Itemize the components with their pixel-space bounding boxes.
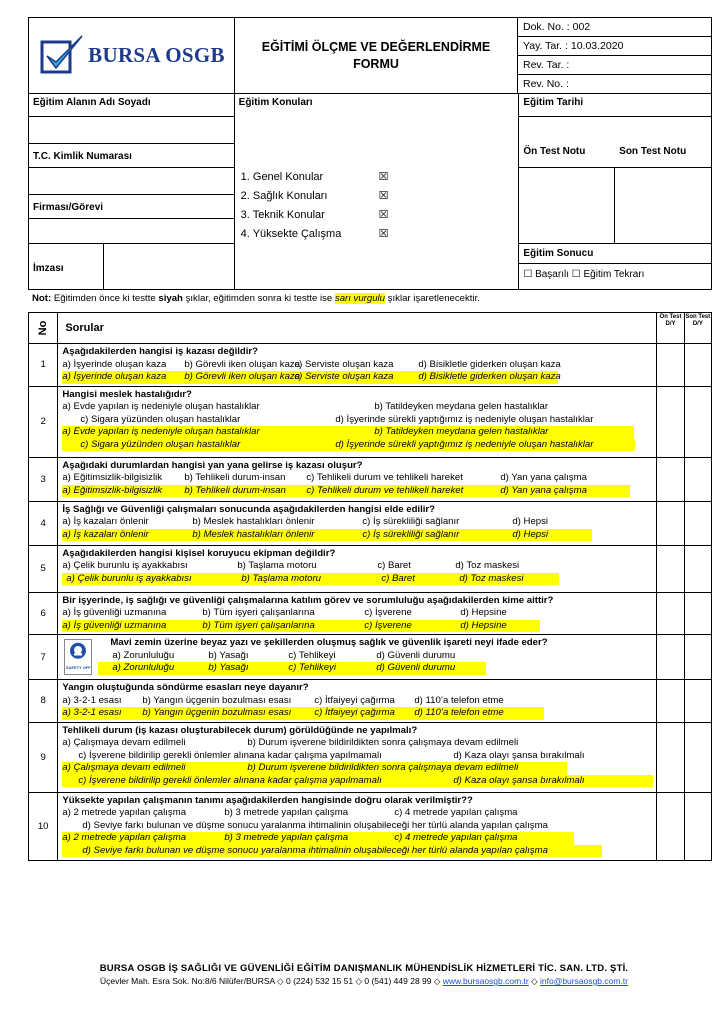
marked-option[interactable]: d) Güvenli durumu — [376, 662, 456, 673]
pre-test-cell — [519, 146, 615, 244]
question-number: 4 — [29, 501, 58, 545]
pre-test-answer-cell[interactable] — [657, 501, 684, 545]
question-body — [58, 680, 657, 723]
marked-option[interactable]: b) Tatildeyken meydana gelen hastalıklar — [374, 426, 549, 437]
option-line — [62, 695, 653, 708]
answer-option[interactable]: a) Evde yapılan iş nedeniyle oluşan hastalıklar — [62, 401, 260, 412]
questions-table — [28, 312, 712, 861]
question-text: Yangın oluştuğunda söndürme esasları neye dayanır? — [62, 682, 309, 693]
marked-option[interactable]: d) Toz maskesi — [459, 572, 524, 584]
marked-option[interactable]: b) 3 metrede yapılan çalışma — [224, 832, 349, 843]
info-table — [28, 93, 712, 290]
topic-item: 2. Sağlık Konuları ☒ — [241, 187, 519, 206]
publish-date: Yay. Tar. : 10.03.2020 — [518, 37, 712, 56]
marked-option[interactable]: d) Hepsine — [460, 619, 507, 631]
question-body — [58, 457, 657, 501]
answer-option[interactable]: a) İş güvenliği uzmanına — [62, 607, 167, 618]
pre-test-answer-cell[interactable] — [657, 635, 684, 680]
question-row — [29, 792, 712, 860]
checkmark-logo-icon — [38, 34, 86, 78]
marked-option[interactable]: b) Yangın üçgenin bozulması esası — [142, 707, 292, 718]
answer-option[interactable]: b) Görevli iken oluşan kaza — [184, 358, 301, 370]
question-body — [58, 792, 657, 860]
marked-option[interactable]: d) Yan yana çalışma — [500, 484, 587, 496]
answer-option[interactable]: c) Tehlikeli durum ve tehlikeli hareket — [306, 472, 463, 483]
company-field[interactable] — [29, 219, 235, 244]
question-text: Aşağıdakilerden hangisi kişisel koruyucu ekipman değildir? — [62, 547, 336, 559]
marked-answer-line — [62, 573, 559, 586]
answer-option[interactable]: d) Seviye farkı bulunan ve düşme sonucu yaralanma ihtimalinin oluşabileceği her türlü alanda yapılan çalışma — [82, 819, 548, 831]
topics-list — [235, 108, 519, 244]
marked-answer-line — [62, 775, 653, 788]
answer-option[interactable]: d) Bisikletle giderken oluşan kaza — [418, 358, 561, 370]
form-title-line2: FORMU — [353, 56, 399, 71]
pre-test-answer-cell[interactable] — [657, 344, 684, 387]
question-text: Hangisi meslek hastalığıdır? — [62, 388, 192, 400]
signature-field[interactable] — [103, 244, 234, 290]
topics-label: Eğitim Konuları — [238, 97, 313, 108]
answer-option[interactable]: b) Yasağı — [208, 649, 249, 661]
marked-option[interactable]: a) 2 metrede yapılan çalışma — [62, 832, 187, 843]
marked-option[interactable]: a) Çalışmaya devam edilmeli — [62, 762, 186, 773]
question-body — [58, 344, 657, 387]
question-number: 2 — [29, 386, 58, 457]
marked-option[interactable]: c) Sigara yüzünden oluşan hastalıklar — [80, 438, 241, 450]
doc-no: Dok. No. : 002 — [518, 18, 712, 37]
company-logo — [29, 34, 234, 78]
option-line — [62, 401, 653, 414]
pre-test-answer-cell[interactable] — [657, 545, 684, 592]
answer-option[interactable]: b) 3 metrede yapılan çalışma — [224, 807, 349, 818]
answer-option[interactable]: a) Eğitimsizlik-bilgisizlik — [62, 472, 163, 483]
form-title-line1: EĞİTİMİ ÖLÇME VE DEĞERLENDİRME — [261, 39, 491, 54]
question-row — [29, 545, 712, 592]
question-number: 5 — [29, 545, 58, 592]
post-test-cell — [615, 146, 712, 244]
marked-option[interactable]: b) Tehlikeli durum-insan — [184, 484, 286, 496]
answer-option[interactable]: a) İş kazaları önlenir — [62, 516, 149, 527]
answer-option[interactable]: a) Çalışmaya devam edilmeli — [62, 737, 186, 748]
post-test-header: Son Test D/Y — [684, 313, 711, 344]
topic-item: 3. Teknik Konular ☒ — [241, 206, 519, 225]
email-link[interactable]: info@bursaosgb.com.tr — [540, 976, 629, 986]
option-line — [62, 807, 653, 820]
marked-answer-line — [62, 845, 602, 858]
marked-option[interactable]: c) Tehlikeyi — [288, 662, 336, 673]
marked-option[interactable]: a) 3-2-1 esası — [62, 707, 122, 718]
marked-answer-line — [62, 439, 635, 452]
answer-option[interactable]: c) Sigara yüzünden oluşan hastalıklar — [80, 413, 241, 425]
post-test-answer-cell[interactable] — [684, 792, 711, 860]
checked-box-icon[interactable]: ☒ — [378, 228, 389, 240]
question-text: Mavi zemin üzerine beyaz yazı ve şekillerden oluşmuş sağlık ve güvenlik işareti neyi ifade eder? — [110, 637, 548, 648]
question-number: 9 — [29, 722, 58, 792]
question-text: Aşağıdakilerden hangisi iş kazası değildir? — [62, 346, 259, 357]
contact-line: Üçevler Mah. Esra Sok. No:8/6 Nilüfer/BURSA ◇ 0 (224) 532 15 51 ◇ 0 (541) 449 28 99 ◇ www.bursaosgb.com.tr ◇ info@bursaosgb.com.tr — [99, 976, 629, 986]
option-line — [62, 472, 653, 485]
topic-item: 1. Genel Konular ☒ — [241, 168, 519, 187]
marked-option[interactable]: a) İş güvenliği uzmanına — [62, 619, 167, 631]
post-test-answer-cell[interactable] — [684, 680, 711, 723]
website-link[interactable]: www.bursaosgb.com.tr — [442, 976, 529, 986]
pre-test-answer-cell[interactable] — [657, 457, 684, 501]
sign-label: SAFETY OFF — [65, 664, 91, 670]
marked-option[interactable]: d) İşyerinde sürekli yaptığımız iş nedeniyle oluşan hastalıklar — [335, 438, 594, 450]
marked-option[interactable]: d) Seviye farkı bulunan ve düşme sonucu yaralanma ihtimalinin oluşabileceği her türlü alanda yapılan çalışma — [82, 844, 548, 856]
question-row — [29, 501, 712, 545]
result-label: Eğitim Sonucu — [519, 244, 711, 264]
marked-option[interactable]: c) Tehlikeli durum ve tehlikeli hareket — [306, 484, 464, 496]
date-field[interactable] — [519, 117, 712, 168]
footer — [0, 963, 728, 987]
answer-option[interactable]: c) Tehlikeyi — [288, 649, 336, 661]
post-test-answer-cell[interactable] — [684, 635, 711, 680]
marked-option[interactable]: d) Bisikletle giderken oluşan kaza — [418, 371, 561, 382]
question-number: 3 — [29, 457, 58, 501]
answer-option[interactable]: d) Kaza olayı şansa bırakılmalı — [453, 749, 585, 761]
answer-option[interactable]: d) Toz maskesi — [455, 560, 520, 571]
question-row — [29, 386, 712, 457]
answer-option[interactable]: b) Tüm işyeri çalışanlarına — [202, 607, 315, 618]
question-row — [29, 344, 712, 387]
answer-option[interactable]: b) Durum işverene bildirildikten sonra çalışmaya devam edilmeli — [247, 737, 519, 748]
option-line — [98, 650, 653, 663]
answer-option[interactable]: c) 4 metrede yapılan çalışma — [394, 807, 518, 818]
result-options[interactable]: ☐ Başarılı ☐ Eğitim Tekrarı — [523, 269, 645, 280]
marked-answer-line — [62, 485, 630, 498]
answer-option[interactable]: c) İş sürekliliği sağlanır — [362, 516, 460, 527]
marked-option[interactable]: b) Yasağı — [208, 662, 249, 673]
safety-sign-image — [64, 639, 92, 675]
marked-option[interactable]: d) Kaza olayı şansa bırakılmalı — [453, 774, 585, 786]
post-test-answer-cell[interactable] — [684, 386, 711, 457]
marked-option[interactable]: a) Eğitimsizlik-bilgisizlik — [62, 484, 163, 496]
answer-option[interactable]: d) İşyerinde sürekli yaptığımız iş nedeniyle oluşan hastalıklar — [335, 413, 594, 425]
pre-test-answer-cell[interactable] — [657, 680, 684, 723]
option-line — [62, 607, 653, 620]
post-test-label: Son Test Notu — [619, 146, 687, 157]
question-text: Yüksekte yapılan çalışmanın tanımı aşağıdakilerden hangisinde doğru olarak verilmiştir?? — [62, 794, 473, 806]
tc-field[interactable] — [29, 168, 235, 195]
question-body — [58, 501, 657, 545]
marked-answer-line — [98, 662, 486, 675]
answer-option[interactable]: d) Hepsi — [512, 516, 549, 527]
marked-option[interactable]: b) Görevli iken oluşan kaza — [184, 371, 301, 382]
question-text: İş Sağlığı ve Güvenliği çalışmaları sonucunda aşağıdakilerden hangisi elde edilir? — [62, 503, 436, 515]
answer-option[interactable]: a) Zorunluluğu — [112, 649, 175, 661]
question-row — [29, 592, 712, 635]
marked-option[interactable]: b) Durum işverene bildirildikten sonra çalışmaya devam edilmeli — [247, 762, 519, 773]
signature-label: İmzası — [29, 244, 104, 290]
question-number: 6 — [29, 592, 58, 635]
option-line — [62, 737, 653, 750]
question-number: 7 — [29, 635, 58, 680]
answer-option[interactable]: b) Tehlikeli durum-insan — [184, 472, 286, 483]
question-body — [58, 545, 657, 592]
option-line — [62, 750, 653, 763]
option-line — [62, 414, 653, 427]
question-row — [29, 457, 712, 501]
answer-option[interactable]: c) İşverene bildirilip gerekli önlemler alınana kadar çalışma yapılmamalı — [78, 749, 382, 761]
answer-option[interactable]: c) İşverene — [364, 607, 412, 618]
pre-test-answer-cell[interactable] — [657, 792, 684, 860]
answer-option[interactable]: b) Taşlama motoru — [237, 560, 317, 571]
marked-answer-line — [62, 832, 574, 845]
topic-item: 4. Yüksekte Çalışma ☒ — [241, 225, 519, 244]
marked-answer-line — [62, 762, 567, 775]
checked-box-icon[interactable]: ☒ — [378, 190, 389, 202]
question-row — [29, 635, 712, 680]
marked-option[interactable]: c) İtfaiyeyi çağırma — [314, 707, 395, 718]
answer-option[interactable]: b) Tatildeyken meydana gelen hastalıklar — [374, 401, 549, 412]
marked-option[interactable]: d) Hepsi — [512, 528, 549, 540]
question-body — [58, 635, 657, 680]
answer-option[interactable]: a) 2 metrede yapılan çalışma — [62, 807, 187, 818]
post-test-answer-cell[interactable] — [684, 592, 711, 635]
no-header: No — [29, 313, 58, 344]
company-name: BURSA OSGB İŞ SAĞLIĞI VE GÜVENLİĞİ EĞİTİM DANIŞMANLIK MÜHENDİSLİK HİZMETLERİ TİC. SAN. LTD. ŞTİ. — [99, 963, 629, 974]
mandatory-sign-icon — [67, 642, 89, 660]
answer-option[interactable]: a) İşyerinde oluşan kaza — [62, 358, 167, 370]
marked-option[interactable]: c) Serviste oluşan kaza — [294, 371, 394, 382]
post-test-answer-cell[interactable] — [684, 722, 711, 792]
answer-option[interactable]: c) Serviste oluşan kaza — [294, 358, 394, 370]
question-text: Bir işyerinde, iş sağlığı ve güvenliği çalışmalarına katılım görev ve sorumluluğu aşağıdakilerden kime aittir? — [62, 594, 554, 606]
option-line — [62, 820, 653, 833]
marked-answer-line — [62, 529, 592, 542]
tc-label: T.C. Kimlik Numarası — [29, 144, 235, 168]
pre-test-answer-cell[interactable] — [657, 592, 684, 635]
marked-option[interactable]: c) İş sürekliliği sağlanır — [362, 528, 460, 540]
marked-option[interactable]: b) Meslek hastalıkları önlenir — [192, 528, 315, 540]
marked-option[interactable]: c) Baret — [381, 572, 415, 584]
marked-answer-line — [62, 426, 634, 439]
question-text: Aşağıdaki durumlardan hangisi yan yana gelirse iş kazası oluşur? — [62, 459, 363, 471]
company-label: Firması/Görevi — [29, 195, 235, 219]
post-test-answer-cell[interactable] — [684, 501, 711, 545]
marked-answer-line — [62, 620, 540, 633]
pre-test-answer-cell[interactable] — [657, 722, 684, 792]
note-text: Not: Eğitimden önce ki testte siyah şıklar, eğitimden sonra ki testte ise sarı vurgulu şıklar işaretlenecektir. — [32, 293, 480, 304]
answer-option[interactable]: b) Yangın üçgenin bozulması esası — [142, 694, 292, 706]
questions-header: Sorular — [58, 313, 657, 344]
question-body — [58, 386, 657, 457]
marked-option[interactable]: b) Taşlama motoru — [241, 572, 321, 584]
option-line — [62, 516, 653, 529]
answer-option[interactable]: a) 3-2-1 esası — [62, 694, 122, 706]
question-body — [58, 722, 657, 792]
marked-answer-line — [62, 707, 544, 720]
marked-option[interactable]: a) Evde yapılan iş nedeniyle oluşan hastalıklar — [62, 426, 260, 437]
option-line — [62, 359, 653, 372]
question-number: 1 — [29, 344, 58, 387]
option-line — [62, 560, 653, 573]
header-table — [28, 17, 712, 94]
question-number: 8 — [29, 680, 58, 723]
marked-option[interactable]: b) Tüm işyeri çalışanlarına — [202, 619, 315, 631]
marked-option[interactable]: a) Zorunluluğu — [112, 662, 175, 673]
marked-answer-line — [62, 371, 561, 384]
answer-option[interactable]: d) Güvenli durumu — [376, 649, 456, 661]
question-row — [29, 722, 712, 792]
marked-option[interactable]: c) 4 metrede yapılan çalışma — [394, 832, 518, 843]
date-label: Eğitim Tarihi — [519, 94, 712, 117]
marked-option[interactable]: a) İşyerinde oluşan kaza — [62, 371, 167, 382]
logo-cell — [29, 18, 235, 94]
answer-option[interactable]: c) Baret — [377, 560, 411, 571]
form-title — [235, 18, 518, 94]
result-cell — [519, 244, 712, 290]
question-number: 10 — [29, 792, 58, 860]
answer-option[interactable]: d) Hepsine — [460, 607, 507, 618]
question-with-sign — [62, 637, 653, 675]
question-text: Tehlikeli durum (iş kazası oluşturabilecek durum) görüldüğünde ne yapılmalı? — [62, 724, 418, 736]
revision-date: Rev. Tar. : — [518, 56, 712, 75]
answer-option[interactable]: d) 110’a telefon etme — [414, 694, 504, 706]
answer-option[interactable]: d) Yan yana çalışma — [500, 472, 587, 483]
revision-no: Rev. No. : — [518, 75, 712, 94]
marked-option[interactable]: c) İşverene bildirilip gerekli önlemler alınana kadar çalışma yapılmamalı — [78, 774, 382, 786]
post-test-answer-cell[interactable] — [684, 457, 711, 501]
marked-option[interactable]: a) Çelik burunlu iş ayakkabısı — [66, 572, 192, 584]
pre-test-header: Ön Test D/Y — [657, 313, 684, 344]
answer-option[interactable]: b) Meslek hastalıkları önlenir — [192, 516, 315, 527]
checked-box-icon[interactable]: ☒ — [378, 171, 389, 183]
answer-option[interactable]: c) İtfaiyeyi çağırma — [314, 694, 395, 706]
answer-option[interactable]: a) Çelik burunlu iş ayakkabısı — [62, 560, 188, 571]
logo-text: BURSA OSGB — [88, 43, 225, 67]
highlight-sample: sarı vurgulu — [334, 293, 386, 304]
name-field[interactable] — [29, 117, 235, 144]
post-test-answer-cell[interactable] — [684, 344, 711, 387]
question-row — [29, 680, 712, 723]
name-label: Eğitim Alanın Adı Soyadı — [29, 94, 235, 117]
question-body — [58, 592, 657, 635]
pre-test-label: Ön Test Notu — [523, 146, 586, 157]
marked-option[interactable]: d) 110’a telefon etme — [414, 707, 504, 718]
pre-test-answer-cell[interactable] — [657, 386, 684, 457]
checked-box-icon[interactable]: ☒ — [378, 209, 389, 221]
post-test-answer-cell[interactable] — [684, 545, 711, 592]
marked-option[interactable]: a) İş kazaları önlenir — [62, 528, 149, 540]
topics-cell — [234, 94, 519, 290]
marked-option[interactable]: c) İşverene — [364, 619, 412, 631]
